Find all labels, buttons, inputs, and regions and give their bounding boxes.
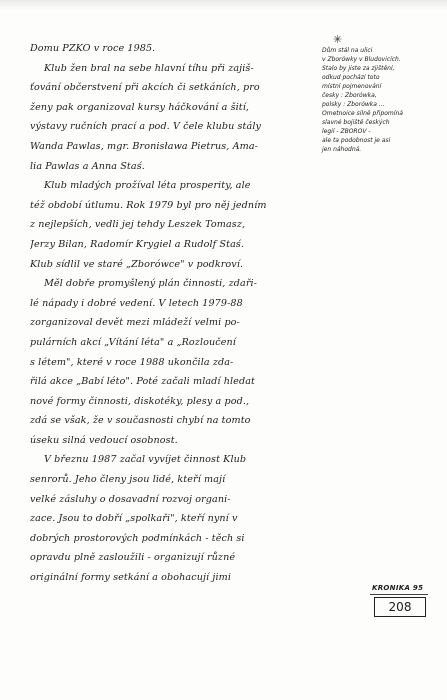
- text-line: dobrých prostorových podmínkách - těch si: [30, 532, 245, 544]
- main-handwritten-text: [30, 39, 308, 588]
- scan-edge-shadow: [0, 0, 447, 10]
- text-line: originální formy setkání a obohacují jimi: [30, 572, 231, 584]
- margin-note-line: ale ta podobnost je asi: [322, 137, 391, 144]
- text-line: opravdu plně zasloužili - organizují různé: [30, 552, 236, 564]
- text-line: Měl dobře promyšlený plán činnosti, zdaři-: [44, 278, 258, 290]
- text-line: řilá akce „Babí léto". Poté začali mladí hledat: [30, 376, 255, 388]
- margin-note-line: jen náhodná.: [322, 146, 362, 153]
- text-line: též období útlumu. Rok 1979 byl pro něj jedním: [30, 199, 267, 211]
- text-line: Jerzy Bilan, Radomír Krygiel a Rudolf Staś.: [30, 238, 245, 250]
- footer-rule: [370, 594, 428, 595]
- text-line: Wanda Pawlas, mgr. Bronisława Pietrus, Ama-: [30, 140, 258, 152]
- chronicle-label: KRONIKA 95: [372, 584, 424, 592]
- page-number: 208: [388, 600, 412, 614]
- text-line: lé nápady i dobré vedení. V letech 1979-88: [30, 297, 243, 309]
- margin-note-line: odkud pochází toto: [322, 74, 380, 81]
- text-line: s létem", které v roce 1988 ukončila zda-: [30, 356, 234, 368]
- text-line: výstavy ručních prací a pod. V čele klubu stály: [30, 121, 262, 133]
- text-line: ženy pak organizoval kursy háčkování a šití,: [30, 101, 250, 113]
- text-line: zorganizoval devět mezi mládeží velmi po-: [30, 317, 240, 329]
- margin-note-line: v Zborówky v Bludovicích.: [322, 56, 401, 63]
- page-number-box: [374, 597, 426, 617]
- margin-note-line: místní pojmenování: [322, 83, 382, 90]
- margin-note-line: Stalo by jiste za zjištění,: [322, 65, 395, 72]
- asterisk-icon: ✳: [333, 33, 343, 46]
- margin-note-line: česky : Zborówka,: [322, 92, 377, 99]
- text-line: zace. Jsou to dobří „spolkaři", kteří nyní v: [30, 513, 238, 525]
- text-line: úseku silná vedoucí osobnost.: [30, 434, 178, 446]
- text-line: senrorů. Jeho členy jsou lidé, kteří mají: [30, 474, 226, 486]
- text-line: ťování občerstvení při akcích či setkáních, pro: [30, 82, 260, 94]
- text-line: V březnu 1987 začal vyvíjet činnost Klub: [44, 454, 247, 466]
- text-line: Klub mladých prožíval léta prosperity, ale: [44, 180, 251, 192]
- margin-note-line: slavné bojiště českých: [322, 119, 390, 126]
- margin-note-line: polsky : Zborówka ...: [322, 101, 385, 108]
- text-line: velké zásluhy o dosavadní rozvoj organi-: [30, 493, 231, 505]
- text-line: Domu PZKO v roce 1985.: [30, 43, 156, 54]
- text-line: pulárních akcí „Vítání léta" a „Rozloučení: [30, 336, 236, 348]
- text-line: Klub sídlil ve staré „Zborówce" v podkroví.: [30, 258, 244, 270]
- text-line: lia Pawlas a Anna Staś.: [30, 160, 145, 172]
- margin-note-line: legií - ZBOROV -: [322, 128, 371, 135]
- margin-note-line: Dům stál na ulici: [322, 47, 373, 54]
- margin-note: [322, 46, 422, 154]
- margin-note-line: Ometnoice silně připomíná: [322, 110, 403, 117]
- text-line: z nejlepších, vedli jej tehdy Leszek Tomasz,: [30, 219, 246, 231]
- text-line: nové formy činnosti, diskotéky, plesy a pod.,: [30, 395, 250, 407]
- text-line: zdá se však, že v současnosti chybí na tomto: [30, 415, 251, 427]
- text-line: Klub žen bral na sebe hlavní tíhu při zajiš-: [44, 62, 254, 74]
